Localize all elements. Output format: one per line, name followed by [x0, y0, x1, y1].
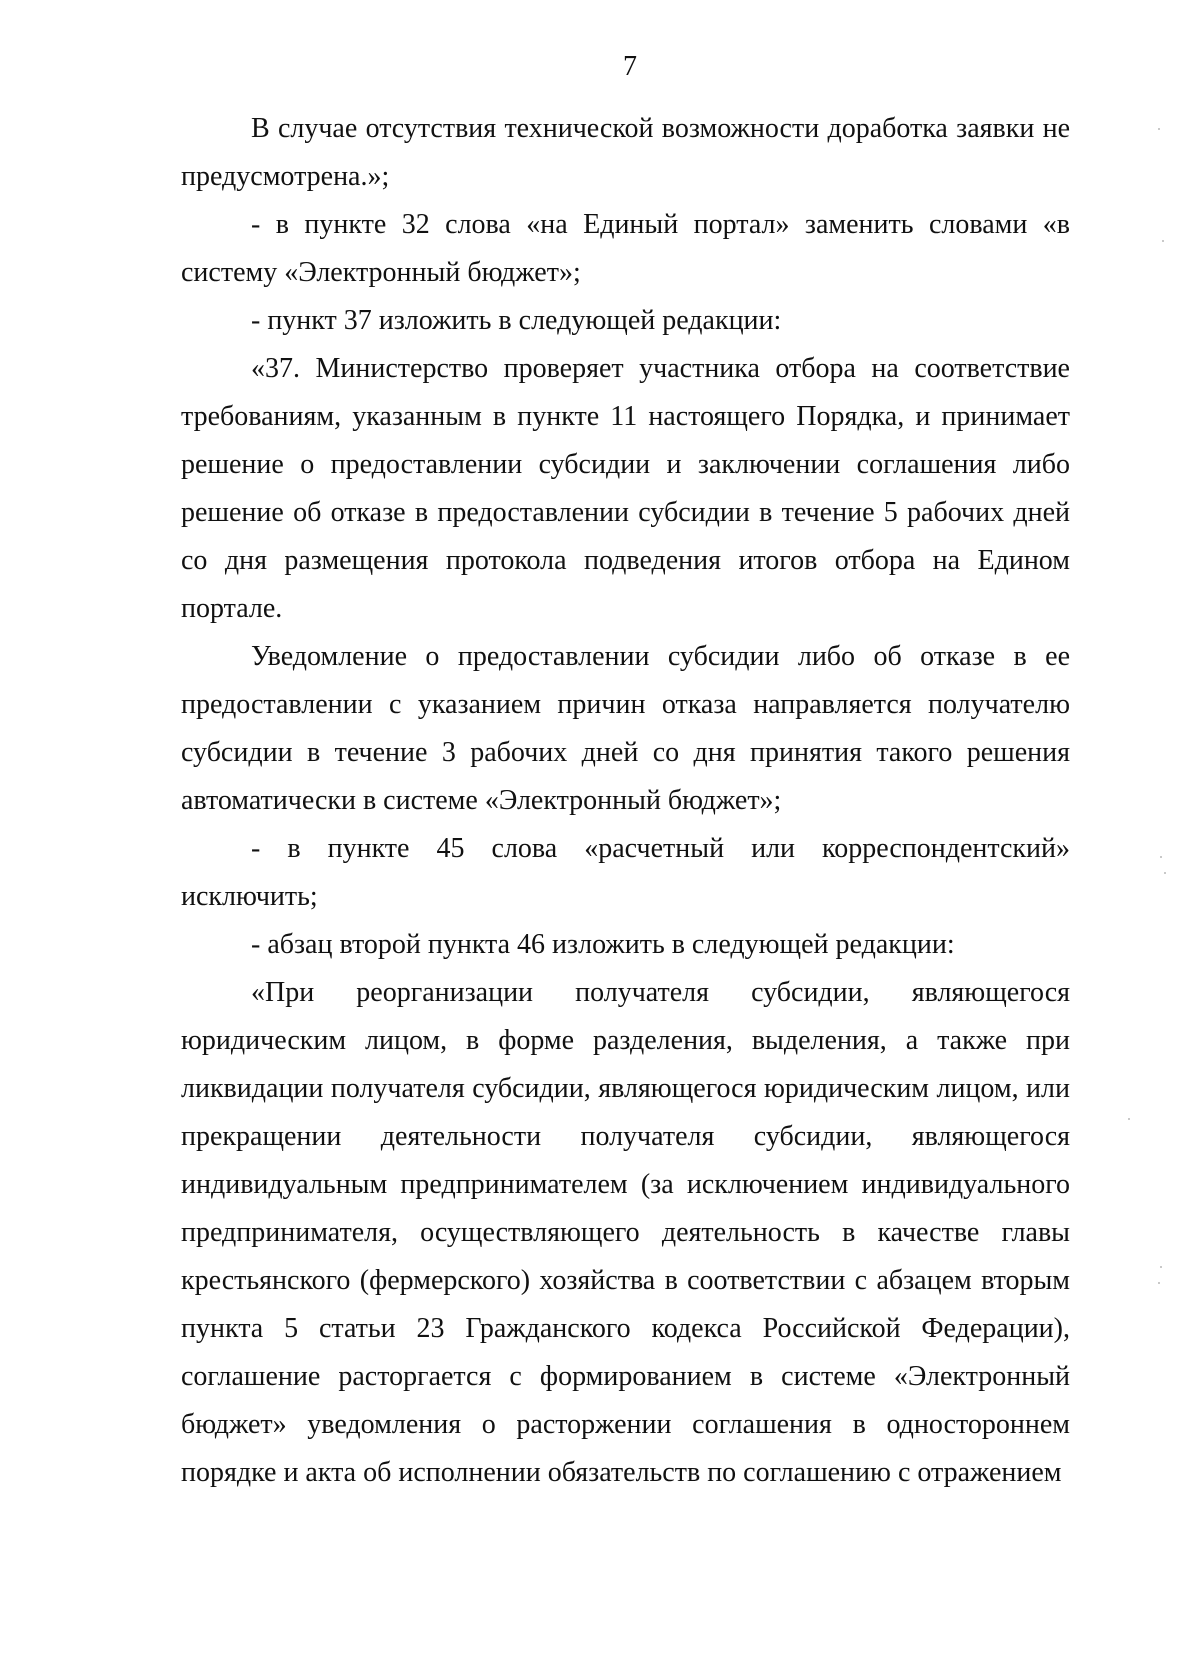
page-number: 7	[623, 51, 637, 82]
paragraph-item-46-text: «При реорганизации получателя субсидии, являющегося юридическим лицом, в форме разделения, выделения, а также при ликвидации получателя субсидии, являющегося юридическим лицом, или прекращении деятельности получателя субсидии, являющегося индивидуальным предпринимателем (за исключением индивидуального предпринимателя, осуществляющего деятельность в качестве главы крестьянского (фермерского) хозяйства в соответствии с абзацем вторым пункта 5 статьи 23 Гражданского кодекса Российской Федерации), соглашение расторгается с формированием в системе «Электронный бюджет» уведомления о расторжении соглашения в одностороннем порядке и акта об исполнении обязательств по соглашению с отражением	[181, 977, 1070, 1488]
scan-speck	[1158, 1282, 1160, 1284]
scan-speck	[1164, 872, 1166, 874]
paragraph-item-37-text: «37. Министерство проверяет участника отбора на соответствие требованиям, указанным в пункте 11 настоящего Порядка, и принимает решение о предоставлении субсидии и заключении соглашения либо решение об отказе в предоставлении субсидии в течение 5 рабочих дней со дня размещения протокола подведения итогов отбора на Едином портале.	[181, 353, 1070, 624]
paragraph-item-45: - в пункте 45 слова «расчетный или корреспондентский» исключить;	[181, 833, 1070, 912]
paragraph-item-32: - в пункте 32 слова «на Единый портал» заменить словами «в систему «Электронный бюджет»;	[181, 209, 1070, 288]
paragraph-no-revision: В случае отсутствия технической возможности доработка заявки не предусмотрена.»;	[181, 113, 1070, 192]
scan-speck	[1158, 128, 1160, 130]
document-body	[181, 105, 1070, 1497]
scan-speck	[1160, 1266, 1162, 1268]
scan-speck	[1162, 240, 1164, 242]
scan-speck	[1128, 1118, 1130, 1120]
paragraph-notification: Уведомление о предоставлении субсидии либо об отказе в ее предоставлении с указанием причин отказа направляется получателю субсидии в течение 3 рабочих дней со дня принятия такого решения автоматически в системе «Электронный бюджет»;	[181, 641, 1070, 816]
paragraph-item-37-intro: - пункт 37 изложить в следующей редакции:	[251, 305, 782, 336]
paragraph-item-46-intro: - абзац второй пункта 46 изложить в следующей редакции:	[251, 929, 955, 960]
scan-speck	[1160, 856, 1162, 858]
